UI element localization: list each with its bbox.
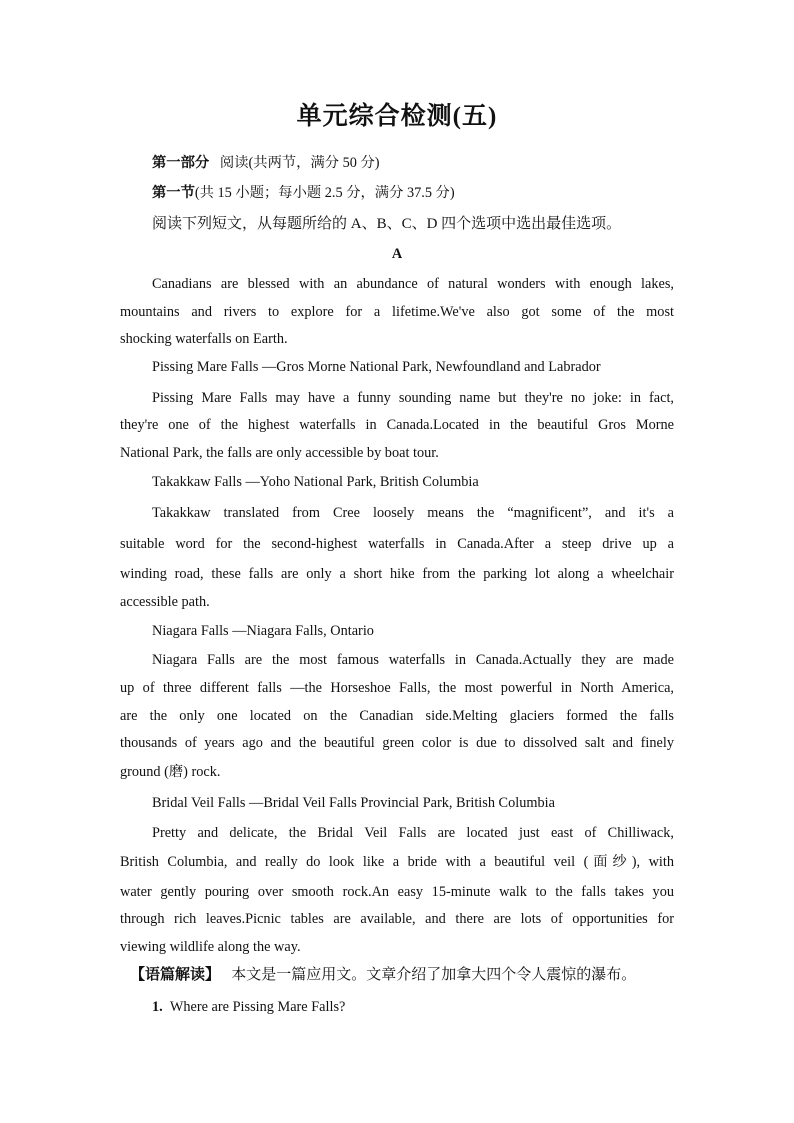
- intro-line-3: shocking waterfalls on Earth.: [120, 331, 288, 347]
- section1-heading: [152, 183, 674, 203]
- falls-line: Pretty and delicate, the Bridal Veil Falls are located just east of Chilliwack,: [152, 825, 674, 841]
- analysis-label: 【语篇解读】: [130, 967, 221, 983]
- intro-line-2: mountains and rivers to explore for a lifetime.We've also got some of the most: [120, 304, 674, 320]
- falls-line: Niagara Falls are the most famous waterfalls in Canada.Actually they are made: [152, 652, 674, 668]
- question-1: [152, 997, 674, 1017]
- falls-line: viewing wildlife along the way.: [120, 939, 301, 955]
- instruction-text: 阅读下列短文，从每题所给的 A、B、C、D 四个选项中选出最佳选项。: [152, 216, 622, 232]
- falls-line: through rich leaves.Picnic tables are available, and there are lots of opportunities for: [120, 911, 674, 927]
- passage-label: A: [391, 246, 403, 262]
- section1-label: 第一节: [152, 185, 195, 201]
- analysis-text: 本文是一篇应用文。文章介绍了加拿大四个令人震惊的瀑布。: [231, 967, 637, 983]
- falls-line: Takakkaw translated from Cree loosely means the “magnificent”, and it's a: [152, 505, 674, 521]
- falls-line: water gently pouring over smooth rock.An easy 15-minute walk to the falls takes you: [120, 884, 674, 900]
- falls-line: suitable word for the second‐highest waterfalls in Canada.After a steep drive up a: [120, 536, 674, 552]
- falls-line: up of three different falls —the Horseshoe Falls, the most powerful in North America,: [120, 680, 674, 696]
- falls-line: thousands of years ago and the beautiful green color is due to dissolved salt and finely: [120, 735, 674, 751]
- part1-text: 阅读(共两节，满分 50 分): [219, 155, 380, 171]
- question-text: Where are Pissing Mare Falls?: [169, 999, 346, 1015]
- falls-heading-takakkaw: Takakkaw Falls —Yoho National Park, British Columbia: [152, 474, 479, 490]
- falls-heading-niagara: Niagara Falls —Niagara Falls, Ontario: [152, 623, 374, 639]
- falls-line: Pissing Mare Falls may have a funny sounding name but they're no joke: in fact,: [152, 390, 674, 406]
- falls-line: accessible path.: [120, 594, 210, 610]
- falls-line: ground (磨) rock.: [120, 764, 221, 780]
- falls-heading-bridal-veil: Bridal Veil Falls —Bridal Veil Falls Provincial Park, British Columbia: [152, 795, 555, 811]
- falls-line: National Park, the falls are only accessible by boat tour.: [120, 445, 439, 461]
- part1-heading: [152, 153, 674, 173]
- falls-heading-pissing-mare: Pissing Mare Falls —Gros Morne National Park, Newfoundland and Labrador: [152, 359, 601, 375]
- intro-line-1: Canadians are blessed with an abundance of natural wonders with enough lakes,: [152, 276, 674, 292]
- falls-line: winding road, these falls are only a short hike from the parking lot along a wheelchair: [120, 566, 674, 582]
- falls-line: British Columbia, and really do look like a bride with a beautiful veil (面纱), with: [120, 854, 674, 870]
- passage-analysis: [130, 965, 690, 985]
- falls-line: they're one of the highest waterfalls in Canada.Located in the beautiful Gros Morne: [120, 417, 674, 433]
- question-number: 1.: [152, 999, 163, 1015]
- falls-line: are the only one located on the Canadian side.Melting glaciers formed the falls: [120, 708, 674, 724]
- section1-text: (共 15 小题；每小题 2.5 分，满分 37.5 分): [194, 185, 455, 201]
- part1-label: 第一部分: [152, 155, 210, 171]
- document-title: 单元综合检测(五): [296, 103, 498, 130]
